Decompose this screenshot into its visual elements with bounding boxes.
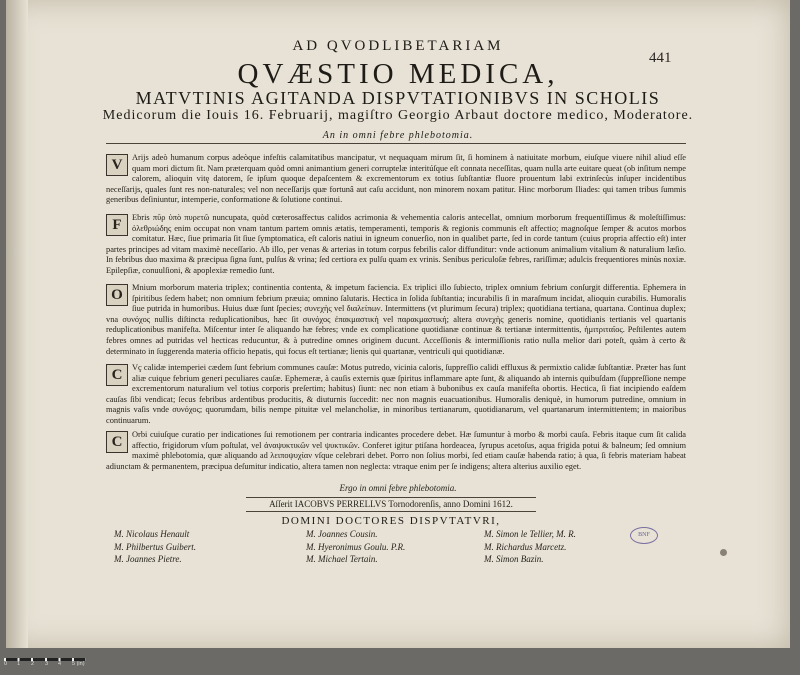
doctor-name: M. Nicolaus Henault <box>114 529 190 539</box>
drop-cap: F <box>106 214 128 236</box>
heading-line-1: AD QVODLIBETARIAM <box>292 38 504 54</box>
doctors-heading: DOMINI DOCTORES DISPVTATVRI, <box>281 515 501 527</box>
paragraph-text: Arijs adeò humanum corpus adeòque infeſtis calamitatibus mancipatur, vt nequaquam mirum ſit, ſi hominem à natiuitate morbum, eiuſque viuere nihil aliud eſſe quam mori dictum ſit. Nam præterquam quòd omni animantium generi corruptelæ interitúſque eſt connata neceſſitas, quam nulla arte euitare queat (ob inſitum nempe calorem, alioquin vitę datorem, ſe ipſum quoque depaſcentem & excrementorum ex totius ſubſtantiæ fluore prouentum labi extrinſecùs inſuper incidentibus neceſſarijs, quales ſunt res non-naturales; vel non neceſſarijs quæ fortunâ aut caſu accidunt, non minorem noxam patitur. Hinc morborum Iliades: qui tamen tribus ſummis generibus deſiniuntur, intemperie, conformatione & ſolutione continui. <box>106 153 686 205</box>
heading-title: QVÆSTIO MEDICA, <box>237 58 559 90</box>
question-line: An in omni febre phlebotomia. <box>322 130 474 141</box>
paragraph-text: Orbi cuiuſque curatio per indicationes ſui remotionem per contraria indicantes procedere debet. Hæ ſumuntur à morbo & morbi cauſa. Febris itaque cum ſit calida affectio, frigidorum vſum poſtulat, vel ἀναψυκτικῶν vel ψυκτικῶν. Conferet igitur ptiſana hordeacea, ſyrupus acetoſus, aqua frigida potui & balneum; ſed omnium maximè phlebotomia, quæ aliquando ad λειποψυχίαν vſque celebrari debet. Porro non ſolius morbi, ſed etiam cauſæ habenda ratio; à qua, ſi febris materiam habeat adiunctam & permanentem, præcipua deſumitur indicatio, altera tamen non neglecta: vtraque enim per ſe indigens; altera alterius auxilio eget. <box>106 430 686 471</box>
doctor-name: M. Hyeronimus Goulu. P.R. <box>306 541 406 552</box>
scale-label: 2 <box>31 661 35 667</box>
doctor-name: M. Simon le Tellier, M. R. <box>484 529 576 539</box>
heading-line-3: MATVTINIS AGITANDA DISPVTATIONIBVS IN SCHOLIS <box>135 88 661 108</box>
scale-label: 1 <box>17 661 21 667</box>
doctor-name: M. Joannes Pietre. <box>114 554 182 564</box>
folio-number: 441 <box>649 50 672 66</box>
doctor-name: M. Philbertus Guibert. <box>114 541 196 552</box>
drop-cap: C <box>106 431 128 453</box>
doctors-column-1 <box>114 528 196 566</box>
heading-line-4: Medicorum die Iouis 16. Februarij, magiſtro Georgio Arbaut doctore medico, Moderatore. <box>102 108 694 123</box>
conclusion-line: Ergo in omni febre phlebotomia. <box>339 483 457 493</box>
paragraph-4 <box>106 363 686 427</box>
measurement-scale <box>4 652 104 674</box>
paragraph-text: Vç calidæ intemperiei cædem ſunt febrium communes cauſæ: Motus putredo, vicinia caloris, ſuppreſſio calidi effluxus & permixtio calidæ ſubſtantiæ. Præter has ſunt aliæ cuique febrium generi peculiares cauſæ. Ephemeræ, à cauſis externis quæ ſpiritus inflammare apte ſunt, & aliquando ab internis quibuſdam (ſuppreſſione nempe excrementorum naturalium vel totius corporis preſertim; habitus) ſiunt: nec non etiam à bubonibus ex cauſa manifeſta obortis. Hectica, ſi fiat incipiendo eaſdem cauſas ſibi vendicat; ſecus febribus ardentibus producitis, & diuturnis ſuccedit: nec non magnis euacuationibus. Humoralis deniquè, in humorum putredine, omnium in magnis vaſis vnde συνόχος; quorumdam, bilis nempe pituitæ vel melancholiæ, in minoribus tertianarum, quotidianarum, vel quartanarum intermittentem; in maioribus continuarum. <box>106 363 686 425</box>
doctors-column-2 <box>306 528 405 566</box>
drop-cap: C <box>106 364 128 386</box>
paragraph-5 <box>106 430 686 482</box>
scale-label: 4 <box>58 661 62 667</box>
drop-cap: O <box>106 284 128 306</box>
paragraph-3 <box>106 283 686 359</box>
asserit-line: Aſſerit IACOBVS PERRELLVS Tornodorenſis, anno Domini 1612. <box>246 497 536 512</box>
library-stamp: BNF <box>630 527 658 544</box>
paragraph-text: Ebris πῦρ ὑπὸ πυρετῶ nuncupata, quòd cœterosaffectus calidos acrimonia & vehementia caloris antecellat, omnium morborum frequentiſſimus & moleſtiſſimus: ὀλεθριώδης enim occupat non vnam tantum partem omnis ætatis, temperamenti, temporis & regionis communis eſt affectio; magnoſque ſemper & acutos morbos comitatur. Hæc, ſiue primaria ſit ſiue ſymptomatica, eſt caloris natiui in igneum conuerſio, non in qualibet parte, ſed in corde tantum (cuius propria affectio eſt) inter partes principes ad vitam maximè neceſſario. Ab illo, per venas & arterias in totum corpus febrilis calor diffunditur: vnde actionum animalium vitalium & naturalium læſio. In febribus duo maxima & præcipua ſigna ſunt, pulſus & vrina; ſed certiora ex pulſu quam ex vrinis. Senibus periculoſæ febres, rariſſimæ; adulcis frequentiores minùs noxiæ. Epilepſiæ, conuulſioni, & apoplexiæ remedio ſunt. <box>106 213 686 275</box>
doctor-name: M. Joannes Cousin. <box>306 529 378 539</box>
document-page <box>6 0 790 648</box>
scale-label: 0 <box>4 661 8 667</box>
paragraph-2 <box>106 213 686 277</box>
divider-rule <box>106 143 686 144</box>
scale-label: 3 <box>45 661 49 667</box>
doctor-name: M. Richardus Marcetz. <box>484 541 567 552</box>
doctor-name: M. Michael Tertain. <box>306 554 378 564</box>
scale-label: 5 (in) <box>72 661 85 667</box>
paragraph-text: Mnium morborum materia triplex; continentia contenta, & impetum faciencia. Ex triplici illo ſubiecto, triplex omnium febrium conſurgit differentia. Ephemera in ſpiritibus ſedem habet; non omnium febrium præuia; omnino ſalutaris. Hectica in ſolida ſubſtantia; incurabilis ſi in maraſmum incidat, alioquin curabilis. Humoralis ſiue putrida in humoribus. Huius duæ ſunt ſpecies; συνεχὴς vel διαλείπων. Intermittens (vt plurimum ſecura) triplex; quotidiana tertiana, quartana. Continua duplex; vna συνόχος nullis diſtincta reduplicationibus, hæc ſit συνόχος ἐπακμαστικὴ vel παρακμαστική; altera συνεχὴς generis nomine, quotidianis tertianis vel quartanis reduplicationibus manifeſta. Miſcentur inter ſe aliquando hæ febres; vnde ex complicatione quotidianæ continuæ & tertianæ intermittentis, ἡμιτριταῖος. Peſtilentes autem febres omnes ad putridas vel hecticas reducuntur, & à putredine omnes originem ducunt. Acceſſionis & intermiſſionis ratio nulla melior dari poteſt, quàm à certo & determinato in ſuggerenda materia officio hepatis, qui focus eſt tertianæ; lienis qui quartanæ, ventriculi qui quotidianæ. <box>106 283 686 356</box>
doctor-name: M. Simon Bazin. <box>484 554 544 564</box>
ink-dot <box>720 549 727 556</box>
doctors-column-3 <box>484 528 576 566</box>
paragraph-1 <box>106 153 686 207</box>
drop-cap: V <box>106 154 128 176</box>
